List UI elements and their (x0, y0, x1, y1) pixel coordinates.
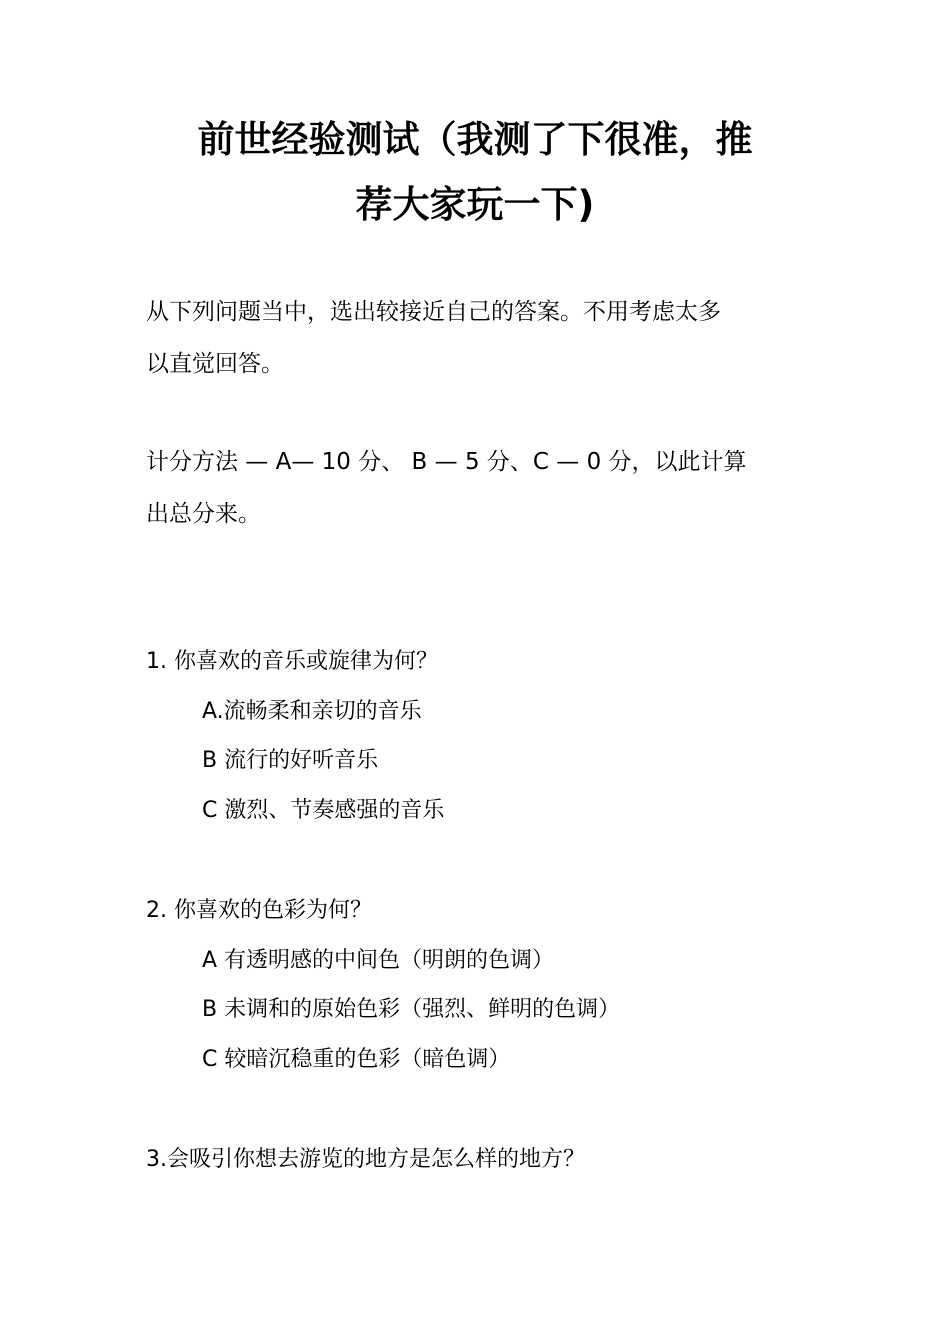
question-1-option-c: C 激烈、节奏感强的音乐 (202, 798, 445, 823)
intro-text-line-1: 从下列问题当中，选出较接近自己的答案。不用考虑太多 (146, 299, 721, 325)
question-2-option-b: B 未调和的原始色彩（强烈、鲜明的色调） (202, 997, 621, 1022)
intro-text-line-2: 以直觉回答。 (146, 351, 284, 377)
question-1-option-a: A.流畅柔和亲切的音乐 (202, 699, 422, 724)
question-2: 2. 你喜欢的色彩为何？ (146, 898, 372, 923)
question-2-option-a: A 有透明感的中间色（明朗的色调） (202, 948, 555, 973)
document-title-line-2: 荐大家玩一下) (355, 183, 595, 226)
question-3: 3.会吸引你想去游览的地方是怎么样的地方？ (146, 1147, 585, 1172)
scoring-text-line-1: 计分方法 — A— 10 分、 B — 5 分、C — 0 分，以此计算 (146, 449, 747, 475)
question-1-option-b: B 流行的好听音乐 (202, 748, 379, 773)
question-1: 1. 你喜欢的音乐或旋律为何？ (146, 649, 438, 674)
document-title-line-1: 前世经验测试（我测了下很准，推 (197, 118, 753, 161)
scoring-text-line-2: 出总分来。 (146, 501, 261, 527)
question-2-option-c: C 较暗沉稳重的色彩（暗色调） (202, 1047, 511, 1072)
